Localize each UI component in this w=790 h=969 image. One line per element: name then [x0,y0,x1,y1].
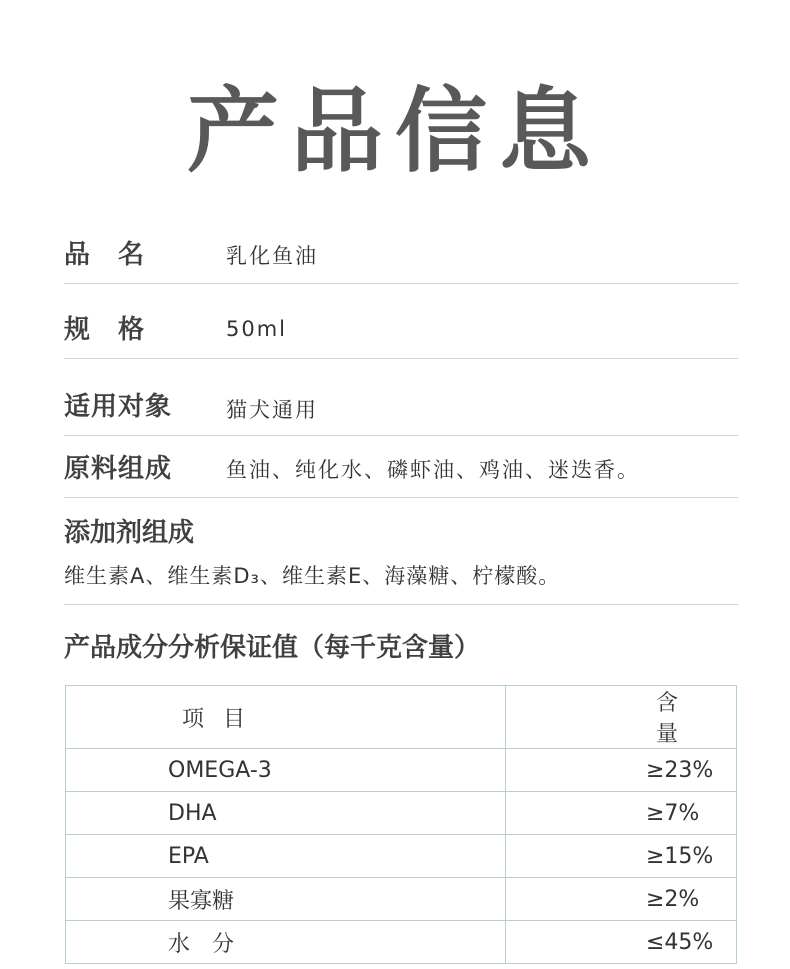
divider [64,497,738,498]
spec-label: 品 名 [64,240,146,270]
amount-cell: ≥23% [506,749,737,792]
amount-cell: ≤45% [506,921,737,964]
divider [64,283,738,284]
analysis-table [65,685,737,964]
table-row [66,792,737,835]
item-cell: EPA [66,835,506,878]
table-row [66,921,737,964]
item-cell: 果寡糖 [66,878,506,921]
item-cell: 水 分 [66,921,506,964]
spec-value: 猫犬通用 [226,398,318,422]
additives-label: 添加剂组成 [64,518,195,548]
spec-value: 鱼油、纯化水、磷虾油、鸡油、迷迭香。 [226,458,640,482]
item-cell: DHA [66,792,506,835]
divider [64,435,738,436]
column-header-item: 项 目 [66,686,506,749]
spec-label: 规 格 [64,315,146,345]
analysis-heading: 产品成分分析保证值（每千克含量） [64,633,481,663]
divider [64,358,738,359]
additives-value: 维生素A、维生素D₃、维生素E、海藻糖、柠檬酸。 [64,564,561,588]
spec-label: 适用对象 [64,392,173,422]
item-cell: OMEGA-3 [66,749,506,792]
amount-cell: ≥15% [506,835,737,878]
table-header-row [66,686,737,749]
spec-label: 原料组成 [64,454,173,484]
spec-value: 乳化鱼油 [226,244,318,268]
amount-cell: ≥2% [506,878,737,921]
column-header-amount: 含 量 [506,686,737,749]
spec-value: 50ml [226,317,288,341]
page-title: 产品信息 [186,78,603,185]
divider [64,604,738,605]
table-row [66,749,737,792]
amount-cell: ≥7% [506,792,737,835]
table-row [66,835,737,878]
table-row [66,878,737,921]
